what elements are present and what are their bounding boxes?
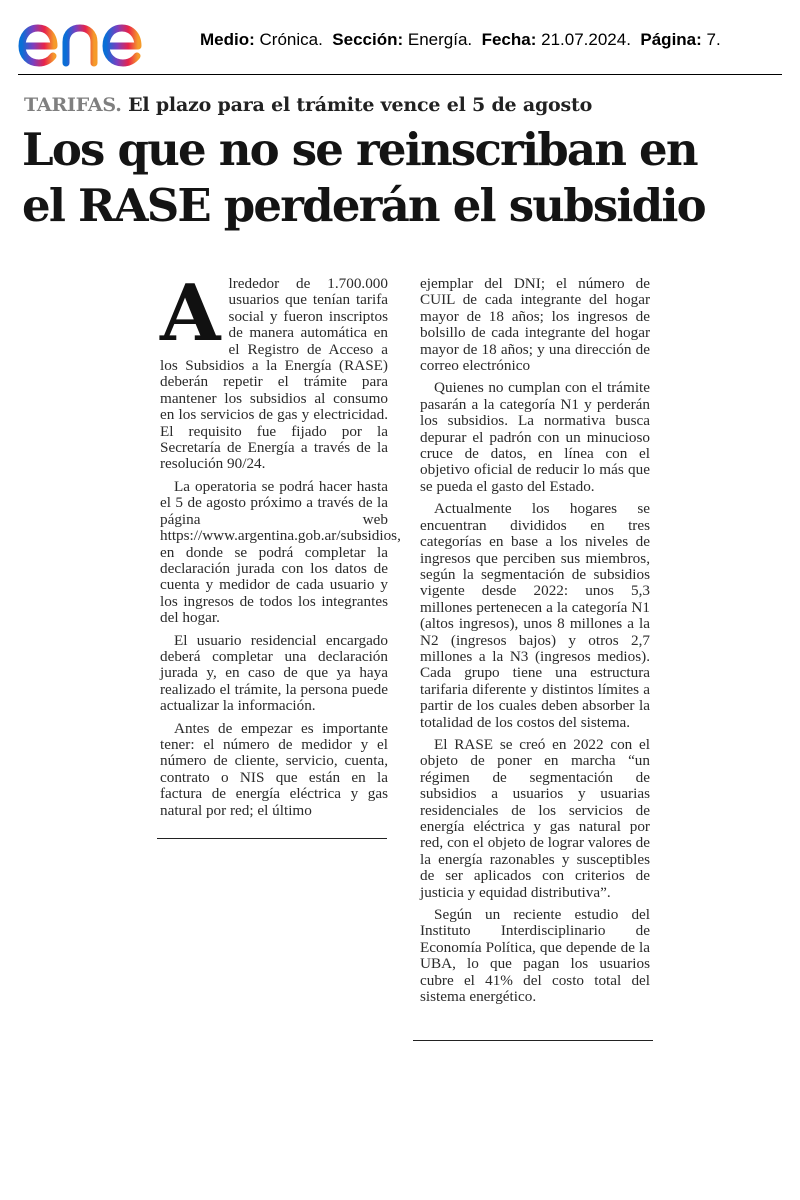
article-column-left [160, 268, 401, 825]
paragraph [160, 268, 388, 473]
publication-metadata [200, 30, 721, 50]
seccion-label: Sección: [332, 30, 404, 49]
headline-line-1: Los que no se reinscriban en [22, 123, 697, 176]
drop-cap: A [160, 268, 221, 359]
seccion-value: Energía. [407, 30, 473, 49]
enel-logo [16, 12, 178, 68]
paragraph-text: lrededor de 1.700.000 usuarios que tenían tarifa social y fueron inscriptos de manera automática en el Registro de Acceso a los Subsidios a la Energía (RASE) deberán repetir el trámite para mantener los subsidios al consumo en los servicios de gas y electricidad. El requisito fue fijado por la Secretaría de Energía a través de la resolución 90/24. [160, 275, 388, 473]
paragraph: El usuario residencial encargado deberá completar una declaración jurada y, en caso de que ya haya realizado el trámite, la persona puede actualizar la información. [160, 631, 388, 715]
pagina-value: 7. [706, 30, 721, 49]
paragraph: Quienes no cumplan con el trámite pasarán a la categoría N1 y perderán los subsidios. La normativa busca depurar el padrón con un minucioso cruce de datos, en línea con el objetivo oficial de reducir lo más que se pueda el gasto del Estado. [420, 379, 650, 495]
column-end-rule-left [157, 838, 387, 839]
medio-value: Crónica. [259, 30, 323, 49]
kicker-text: El plazo para el trámite vence el 5 de agosto [128, 94, 593, 116]
column-end-rule-right [413, 1040, 653, 1041]
paragraph: Según un reciente estudio del Instituto Interdisciplinario de Economía Política, que depende de la UBA, lo que pagan los usuarios cubre el 41% del costo total del sistema energético. [420, 906, 650, 1006]
article-column-right [420, 276, 650, 1011]
fecha-label: Fecha: [481, 30, 537, 49]
article-headline [22, 122, 792, 234]
pagina-label: Página: [640, 30, 702, 49]
paragraph: ejemplar del DNI; el número de CUIL de cada integrante del hogar mayor de 18 años; los ingresos de bolsillo de cada integrante del hogar mayor de 18 años; y una dirección de correo electrónico [420, 275, 650, 375]
paragraph: El RASE se creó en 2022 con el objeto de poner en marcha “un régimen de segmentación de subsidios a usuarios y usuarias residenciales de los servicios de energía eléctrica y gas natural por red, con el objeto de lograr valores de la energía razonables y susceptibles de ser aplicados con criterios de justicia y equidad distributiva”. [420, 735, 650, 901]
header-divider [18, 74, 782, 75]
fecha-value: 21.07.2024. [541, 30, 631, 49]
article-kicker [24, 94, 592, 116]
paragraph: La operatoria se podrá hacer hasta el 5 de agosto próximo a través de la página web https://www.argentina.gob.ar/subsidios, en donde se podrá completar la declaración jurada con los datos de cuenta y medidor de cada usuario y los ingresos de todos los integrantes del hogar. [160, 477, 401, 627]
kicker-tag: TARIFAS. [24, 94, 122, 116]
paragraph: Actualmente los hogares se encuentran divididos en tres categorías en base a los niveles de ingresos que perciben sus miembros, según la segmentación de subsidios vigente desde 2022: unos 5,3 millones pertenecen a la categoría N1 (altos ingresos), unos 8 millones a la N2 (ingresos bajos) y otros 2,7 millones a la N3 (ingresos medios). Cada grupo tiene una estructura tarifaria diferente y distintos límites a partir de los cuales deben absorber la totalidad de los costos del sistema. [420, 500, 650, 731]
medio-label: Medio: [200, 30, 255, 49]
headline-line-2: el RASE perderán el subsidio [22, 179, 705, 232]
paragraph: Antes de empezar es importante tener: el número de medidor y el número de cliente, servicio, cuenta, contrato o NIS que están en la factura de energía eléctrica y gas natural por red; el último [160, 719, 388, 819]
